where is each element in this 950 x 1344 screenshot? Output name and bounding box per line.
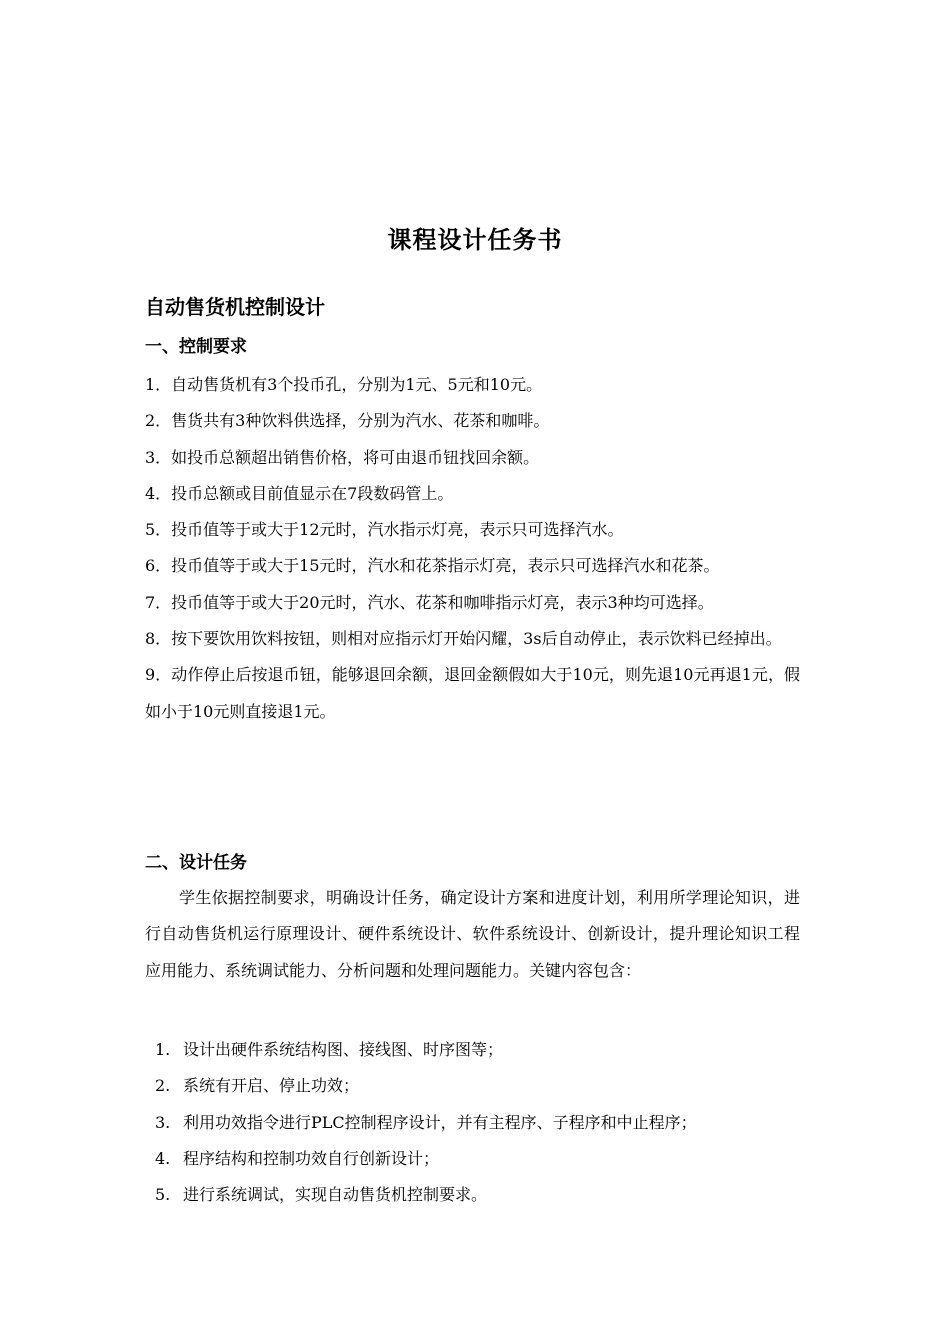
task-text: 系统有开启、停止功效； bbox=[183, 1076, 360, 1096]
task-item bbox=[155, 1177, 805, 1213]
task-item bbox=[155, 1141, 805, 1177]
task-item bbox=[155, 1105, 805, 1141]
task-text: 进行系统调试，实现自动售货机控制要求。 bbox=[183, 1185, 488, 1205]
task-text: 设计出硬件系统结构图、接线图、时序图等； bbox=[183, 1040, 504, 1059]
section-heading-design-tasks: 二、设计任务 bbox=[145, 853, 247, 873]
requirement-item: 2．售货共有3种饮料供选择，分别为汽水、花茶和咖啡。 bbox=[145, 411, 550, 431]
section-heading-control-requirements: 一、控制要求 bbox=[145, 337, 247, 357]
task-number: 5. bbox=[155, 1185, 171, 1205]
task-number: 1. bbox=[155, 1040, 171, 1059]
requirement-item: 3．如投币总额超出销售价格，将可由退币钮找回余额。 bbox=[145, 447, 540, 467]
task-item bbox=[155, 1032, 805, 1068]
document-subtitle: 自动售货机控制设计 bbox=[145, 295, 325, 319]
requirement-item: 9．动作停止后按退币钮，能够退回余额，退回金额假如大于10元，则先退10元再退1元，假如小于10元则直接退1元。 bbox=[145, 665, 800, 721]
design-tasks-paragraph: 学生依据控制要求，明确设计任务，确定设计方案和进度计划，利用所学理论知识，进行自动售货机运行原理设计、硬件系统设计、软件系统设计、创新设计，提升理论知识工程应用能力、系统调试能力、分析问题和处理问题能力。关键内容包含： bbox=[145, 888, 800, 980]
requirement-item: 4．投币总额或目前值显示在7段数码管上。 bbox=[145, 483, 454, 503]
requirement-item: 6．投币值等于或大于15元时，汽水和花茶指示灯亮，表示只可选择汽水和花茶。 bbox=[145, 556, 720, 576]
requirement-item: 5．投币值等于或大于12元时，汽水指示灯亮，表示只可选择汽水。 bbox=[145, 520, 624, 540]
requirement-item: 8．按下要饮用饮料按钮，则相对应指示灯开始闪耀，3s后自动停止，表示饮料已经掉出。 bbox=[145, 629, 782, 649]
task-number: 2. bbox=[155, 1076, 171, 1096]
task-number: 4. bbox=[155, 1148, 171, 1168]
task-number: 3. bbox=[155, 1112, 171, 1132]
requirement-item: 7．投币值等于或大于20元时，汽水、花茶和咖啡指示灯亮，表示3种均可选择。 bbox=[145, 592, 714, 612]
document-title: 课程设计任务书 bbox=[387, 226, 563, 254]
task-text: 利用功效指令进行PLC控制程序设计，并有主程序、子程序和中止程序； bbox=[183, 1112, 697, 1132]
requirements-list bbox=[145, 367, 800, 730]
task-text: 程序结构和控制功效自行创新设计； bbox=[183, 1148, 440, 1168]
requirement-item: 1．自动售货机有3个投币孔，分别为1元、5元和10元。 bbox=[145, 375, 543, 394]
task-item bbox=[155, 1068, 805, 1104]
design-tasks-list bbox=[155, 1032, 805, 1213]
